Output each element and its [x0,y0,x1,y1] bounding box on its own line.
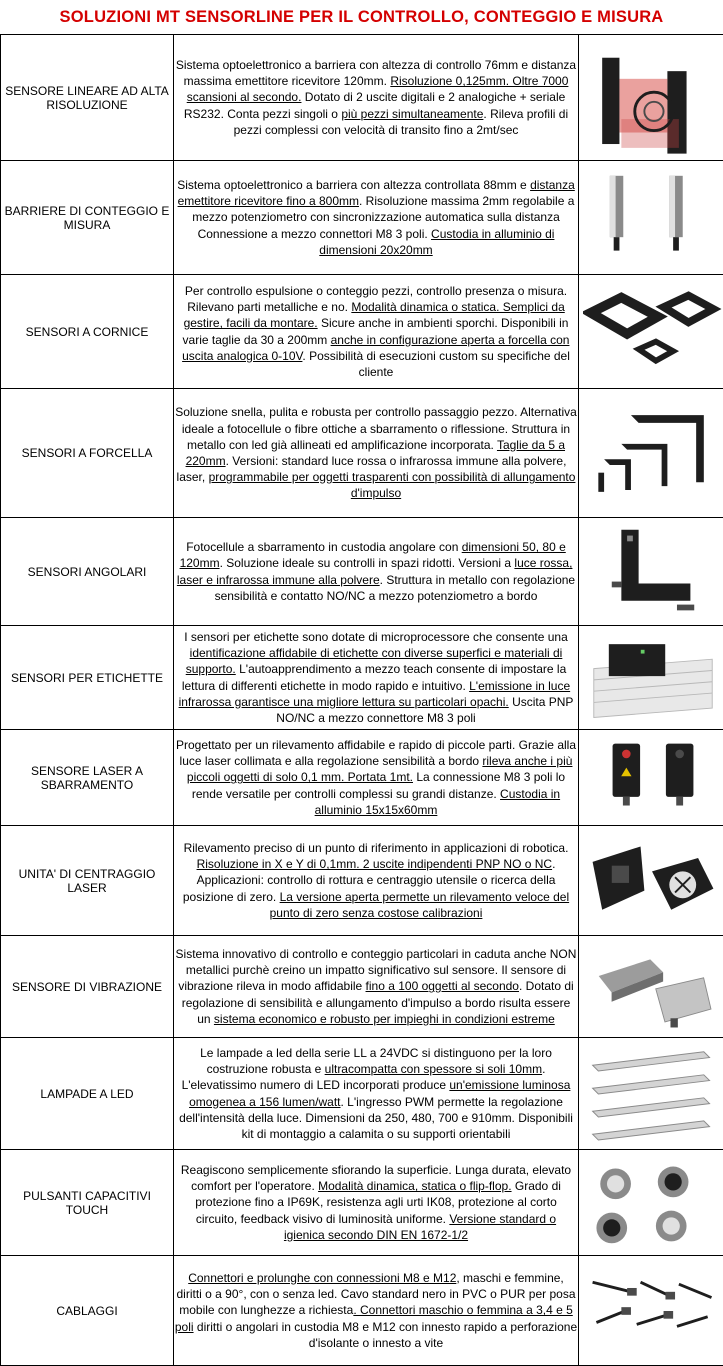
laser-barrier-icon [583,735,723,821]
product-name: CABLAGGI [1,1256,174,1366]
highlight-text: Modalità dinamica, statica o flip-flop. [318,1179,511,1193]
product-description [174,730,579,826]
description-text: . Struttura in metallo con regolazione sensibilità e contatto NO/NC a mezzo potenziometro a bordo [215,573,576,603]
product-image-cell [579,35,723,161]
product-image-cell [579,1038,723,1150]
description-text: Le lampade a led della serie LL a 24VDC si distinguono per la loro costruzione robusta e [200,1046,552,1076]
led-lamp-icon [583,1043,723,1145]
product-image-cell [579,730,723,826]
description-text: Per controllo espulsione o conteggio pezzi, controllo presenza o misura. Rilevano parti metalliche e no. [185,284,567,314]
highlight-text: Versione standard o igienica secondo DIN EN 1672-1/2 [284,1212,556,1242]
highlight-text: dimensioni 50, 80 e 120mm [180,540,566,570]
product-name: SENSORE LASER A SBARRAMENTO [1,730,174,826]
description-text: . Risoluzione massima 2mm regolabile a mezzo potenziometro con sincronizzazione automatica sulla distanza Connessione a mezzo connettori M8 3 poli. [192,194,574,240]
product-image-cell [579,1256,723,1366]
product-name: SENSORI A FORCELLA [1,389,174,518]
product-name: SENSORE DI VIBRAZIONE [1,936,174,1038]
product-row [1,1038,723,1150]
highlight-text: più pezzi simultaneamente [341,107,483,121]
highlight-text: . Connettori maschio o femmina a 3,4 e 5 poli [175,1303,573,1333]
description-text: Reagiscono semplicemente sfiorando la superficie. Lunga durata, elevato comfort per l'operatore. [181,1163,571,1193]
laser-centering-icon [583,831,723,931]
product-name: LAMPADE A LED [1,1038,174,1150]
product-description [174,1256,579,1366]
highlight-text: Risoluzione 0,125mm. Oltre 7000 scansioni al secondo. [187,74,569,104]
description-text: , maschi e femmine, diritti o a 90°, con o senza led. Cavo standard nero in PVC o PUR per posa mobile con lunghezze a richiesta [176,1271,575,1317]
description-text: L'autoapprendimento a mezzo teach consente di impostare la lettura di differenti etichette in modo rapido e intuitivo. [182,662,566,692]
linear-sensor-icon [583,40,723,156]
cable-icon [583,1261,723,1361]
product-description [174,518,579,626]
product-image-cell [579,275,723,389]
product-row [1,389,723,518]
highlight-text: anche in configurazione aperta a forcella con uscita analogica 0-10V [182,333,569,363]
product-name: SENSORI ANGOLARI [1,518,174,626]
product-row [1,626,723,730]
description-text: . Soluzione ideale su controlli in spazi ridotti. Versioni a [220,556,515,570]
product-description [174,35,579,161]
description-text: Rilevamento preciso di un punto di riferimento in applicazioni di robotica. [184,841,569,855]
highlight-text: identificazione affidabile di etichette con diverse superfici e materiali di supporto. [186,646,563,676]
highlight-text: Custodia in alluminio di dimensioni 20x20mm [319,227,554,257]
product-row [1,826,723,936]
angular-sensor-icon [583,523,723,621]
description-text: I sensori per etichette sono dotate di microprocessore che consente una [184,630,568,644]
product-row [1,730,723,826]
highlight-text: Custodia in alluminio 15x15x60mm [315,787,560,817]
product-description [174,275,579,389]
product-row [1,1150,723,1256]
highlight-text: fino a 100 oggetti al secondo [366,979,519,993]
product-description [174,389,579,518]
description-text: Soluzione snella, pulita e robusta per controllo passaggio pezzo. Alternativa ideale a fotocellule o fibre ottiche a sbarramento o riflessione. Struttura in metallo con led già allineati ed amplificazione incorporata. [175,405,577,451]
highlight-text: rileva anche i più piccoli oggetti di solo 0,1 mm. Portata 1mt. [187,754,573,784]
description-text: Dotato di 2 uscite digitali e 2 analogiche + seriale RS232. Conta pezzi singoli o [184,90,565,120]
description-text: . L'elevatissimo numero di LED incorporati produce [182,1062,546,1092]
highlight-text: La versione aperta permette un rilevamento veloce del punto di zero senza costose calibrazioni [270,890,570,920]
description-text: Sistema optoelettronico a barriera con altezza controllata 88mm e [177,178,530,192]
description-text: diritti o angolari in custodia M8 e M12 con innesto rapido a perforazione d'isolante o innesto a vite [194,1320,578,1350]
highlight-text: distanza emettitore ricevitore fino a 800mm [178,178,575,208]
highlight-text: Taglie da 5 a 220mm [186,438,565,468]
product-row [1,275,723,389]
counting-barrier-icon [583,166,723,270]
capacitive-button-icon [583,1155,723,1251]
highlight-text: programmabile per oggetti trasparenti con possibilità di allungamento d'impulso [209,470,576,500]
description-text: Fotocellule a sbarramento in custodia angolare con [186,540,462,554]
highlight-text: Connettori e prolunghe con connessioni M8 e M12 [188,1271,456,1285]
description-text: Sistema optoelettronico a barriera con altezza di controllo 76mm e distanza massima emettitore ricevitore 120mm. [176,58,576,88]
description-text: . Dotato di regolazione di sensibilità e allungamento d'impulso a bordo risulta essere un [182,979,574,1025]
description-text: Sistema innovativo di controllo e conteggio particolari in caduta anche NON metallici purchè creino un impatto significativo sul sensore. Il sensore di vibrazione rileva in modo affidabile [176,947,577,993]
highlight-text: un'emissione luminosa omogenea a 156 lumen/watt [189,1078,570,1108]
product-table [0,34,723,1366]
page-title: SOLUZIONI MT SENSORLINE PER IL CONTROLLO, CONTEGGIO E MISURA [0,0,723,34]
highlight-text: sistema economico e robusto per impieghi in condizioni estreme [214,1012,555,1026]
product-row [1,161,723,275]
description-text: . Possibilità di esecuzioni custom su specifiche del cliente [302,349,569,379]
product-name: PULSANTI CAPACITIVI TOUCH [1,1150,174,1256]
highlight-text: ultracompatta con spessore si soli 10mm [325,1062,542,1076]
description-text: . Rileva profili di pezzi complessi con velocità di transito fino a 2mt/sec [234,107,569,137]
description-text: . L'ingresso PWM permette la regolazione dell'intensità della luce. Dimensioni da 250, 480, 700 e 910mm. Disponibili kit di montaggio a calamita o su supporti orientabili [179,1095,573,1141]
product-image-cell [579,826,723,936]
product-image-cell [579,161,723,275]
description-text: La connessione M8 3 poli lo rende versatile per controlli complessi su grandi distanze. [192,770,565,800]
product-row [1,1256,723,1366]
fork-sensor-icon [583,394,723,513]
product-name: SENSORE LINEARE AD ALTA RISOLUZIONE [1,35,174,161]
product-description [174,1150,579,1256]
description-text: Grado di protezione fino a IP69K, resistenza agli urti IK08, protezione al corto circuito, feedback visivo di luminosità uniforme. [195,1179,561,1225]
vibration-sensor-icon [583,941,723,1033]
description-text: . Applicazioni: controllo di rottura e centraggio utensile o ricerca della posizione di zero. [183,857,556,903]
product-description [174,936,579,1038]
highlight-text: L'emissione in luce infrarossa garantisce una migliore lettura su particolari opachi. [179,679,571,709]
product-image-cell [579,936,723,1038]
product-name: SENSORI A CORNICE [1,275,174,389]
product-image-cell [579,1150,723,1256]
description-text: Progettato per un rilevamento affidabile e rapido di piccole parti. Grazie alla luce laser collimata e alla regolazione sensibilità a bordo [176,738,576,768]
highlight-text: luce rossa, laser e infrarossa immune alla polvere [177,556,573,586]
frame-sensor-icon [583,280,723,384]
product-row [1,518,723,626]
description-text: . Versioni: standard luce rossa o infrarossa immune alla polvere, laser, [177,454,567,484]
product-description [174,1038,579,1150]
product-image-cell [579,626,723,730]
product-description [174,826,579,936]
label-sensor-icon [583,631,723,725]
product-row [1,35,723,161]
highlight-text: Risoluzione in X e Y di 0,1mm. 2 uscite indipendenti PNP NO o NC [197,857,553,871]
product-name: SENSORI PER ETICHETTE [1,626,174,730]
description-text: Uscita PNP NO/NC a mezzo connettore M8 3 poli [276,695,573,725]
product-row [1,936,723,1038]
product-name: UNITA' DI CENTRAGGIO LASER [1,826,174,936]
product-description [174,626,579,730]
product-image-cell [579,389,723,518]
product-description [174,161,579,275]
description-text: Sicure anche in ambienti sporchi. Disponibili in varie taglie da 30 a 200mm [183,316,569,346]
product-image-cell [579,518,723,626]
highlight-text: Modalità dinamica o statica. Semplici da gestire, facili da montare. [184,300,565,330]
product-name: BARRIERE DI CONTEGGIO E MISURA [1,161,174,275]
